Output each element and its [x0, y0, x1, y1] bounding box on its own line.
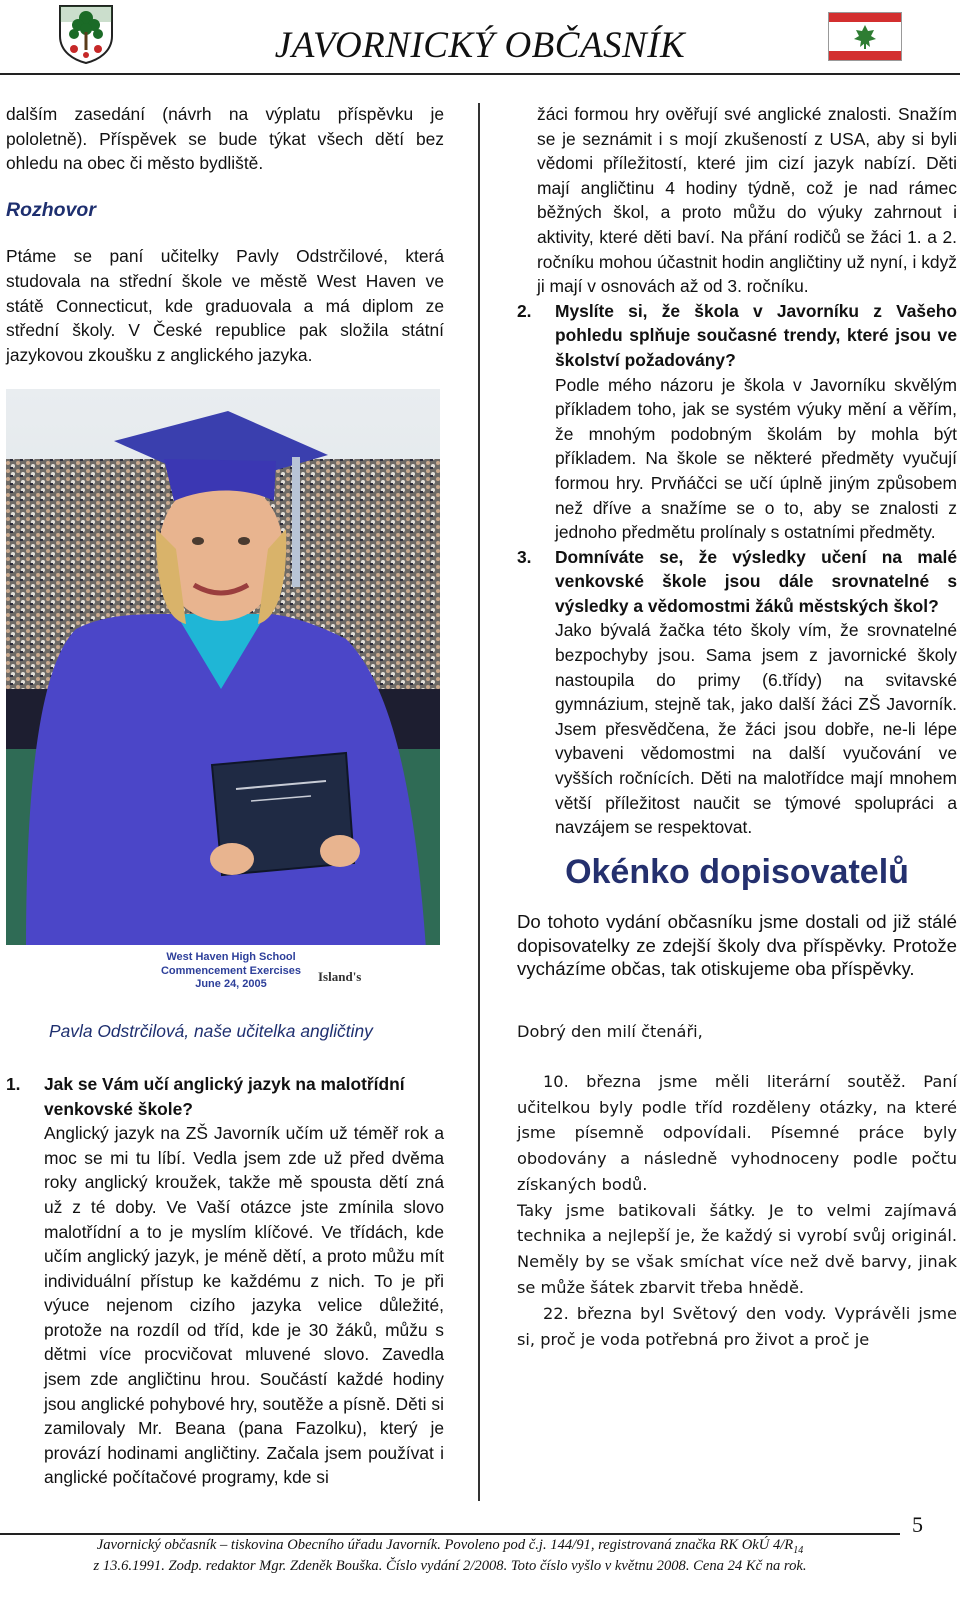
photo-text-event: Commencement Exercises [160, 964, 301, 977]
letter-greeting: Dobrý den milí čtenáři, [517, 1021, 703, 1041]
intro-paragraph: dalším zasedání (návrh na výplatu příspěvku je pololetně). Příspěvek se bude týkat všech dětí bez ohledu na obec či město bydliště. [6, 104, 444, 174]
footer-line-1 [0, 1537, 900, 1556]
municipal-crest-icon [56, 2, 116, 64]
footer-subscript: 14 [793, 1544, 804, 1556]
page-header [0, 0, 960, 75]
answer-3: Jako bývalá žačka této školy vím, že srovnatelné bezpochyby jsou. Sama jsem z javornické školy nastoupila do primy (6.třídy) na svitavské gymnázium, stejně tak, jako další žáci ZŠ Javorník. Jsem přesvědčena, že žáci jsou dobře, ne-li lépe vybaveni vědomostmi na další vyučování ve vyšších ročnících. Děti na malotřídce mají mnohem větší příležitost naučit se týmové spolupráci a navzájem se respektovat. [555, 620, 957, 838]
teacher-graduation-photo [6, 389, 440, 1009]
okenko-title: Okénko dopisovatelů [565, 852, 909, 891]
footer-rule [0, 1533, 900, 1535]
photo-caption: Pavla Odstrčilová, naše učitelka angličtiny [49, 1021, 373, 1042]
question-2-number: 2. [517, 300, 532, 321]
photo-caption-box [6, 945, 440, 1009]
answer-2: Podle mého názoru je škola v Javorníku skvělým příkladem toho, jak se systém výuky mění a věřím, že mnohým podobným školám by mohla být příkladem. Na škole se některé předměty vyučují formou hry. Prvňáčci se učí úplně jiným způsobem než dříve a snažíme se o to, aby se znalosti z jednoho předmětu prolínaly s ostatními předměty. [555, 374, 957, 543]
right-column [517, 102, 957, 1352]
interview-intro: Ptáme se paní učitelky Pavly Odstrčilové, která studovala na střední škole ve městě West Haven ve státě Connecticut, kde graduovala a má diplom ze střední školy. V České republice pak složila státní jazykovou zkoušku z anglického jazyka. [6, 246, 444, 365]
municipal-flag-icon [828, 12, 902, 61]
letter-paragraph-2: Taky jsme batikovali šátky. Je to velmi zajímavá technika a nejlepší je, že každý si vyrobí svůj originál. Neměly by se však smíchat více než dvě barvy, jinak se může šátek zbarvit třeba hnědě. [517, 1200, 957, 1298]
graduation-photo-illustration [6, 389, 440, 1009]
question-3-number: 3. [517, 546, 532, 567]
footer-line-1-text: Javornický občasník – tiskovina Obecního úřadu Javorník. Povoleno pod č.j. 144/91, registrovaná značka RK OkÚ 4/R [96, 1537, 794, 1553]
okenko-intro: Do tohoto vydání občasníku jsme dostali od již stálé dopisovatelky ze zdejší školy dva příspěvky. Protože vycházíme občas, tak otiskujeme oba příspěvky. [517, 911, 957, 980]
question-1 [6, 1072, 444, 1121]
section-title: Rozhovor [6, 198, 96, 221]
question-2-text: Myslíte si, že škola v Javorníku z Vašeho pohledu splňuje současné trendy, které jsou ve školství požadovány? [555, 300, 957, 370]
footer-line-2: z 13.6.1991. Zodp. redaktor Mgr. Zdeněk Bouška. Číslo vydání 2/2008. Toto číslo vyšlo v květnu 2008. Cena 24 Kč na rok. [93, 1558, 807, 1574]
question-1-text: Jak se Vám učí anglický jazyk na malotřídní venkovské škole? [44, 1073, 405, 1119]
masthead-title: JAVORNICKÝ OBČASNÍK [274, 25, 686, 66]
question-2 [517, 299, 957, 373]
column-divider [478, 103, 480, 1501]
photo-text-date: June 24, 2005 [195, 978, 267, 991]
question-3-text: Domníváte se, že výsledky učení na malé venkovské škole jsou dále srovnatelné s výsledky a vědomostmi žáků městských škol? [555, 546, 957, 616]
answer-1: Anglický jazyk na ZŠ Javorník učím už téměř rok a moc se mi tu líbí. Vedla jsem zde už před dvěma roky anglický kroužek, takže mě spousta dětí zná už z té doby. Ve Vaší otázce jste zmínila slovo malotřídní a to je myslím klíčové. Ve třídách, kde učím anglický jazyk, je méně dětí, a proto můžu mít individuální přístup ke každému z nich. To je při výuce nejenom cizího jazyka velice důležité, protože na rozdíl od tříd, kde je 30 žáků, můžu s dětmi více procvičovat mluvené slovo. Zavedla jsem zde angličtinu hrou. Součástí každé hodiny jsou anglické pohybové hry, soutěže a písně. Děti si zamilovaly Mr. Beana (pana Fazolku), který je provází hodinami angličtiny. Začala jsem používat i anglické počítačové programy, kde si [44, 1123, 444, 1488]
header-rule [0, 73, 960, 75]
answer-1-continued: žáci formou hry ověřují své anglické znalosti. Snažím se je seznámit i s mojí zkušeností z USA, aby si byli vědomi příležitostí, které jim cizí jazyk nabízí. Děti mají angličtinu 4 hodiny týdně, což je nad rámec běžných škol, a proto můžu do výuky zahrnout i aktivity, které děti baví. Na přání rodičů se žáci 1. a 2. ročníku mohou účastnit hodin angličtiny už nyní, i když ji mají v osnovách až od 3. ročníku. [537, 104, 957, 297]
left-column [6, 102, 444, 1490]
letter [517, 1019, 957, 1353]
question-3 [517, 545, 957, 619]
photo-studio-logo: Island's [318, 969, 362, 985]
letter-paragraph-3: 22. března byl Světový den vody. Vyprávěli jsme si, proč je voda potřebná pro život a proč je [517, 1303, 957, 1349]
photo-text-school: West Haven High School [166, 951, 296, 964]
page-number: 5 [912, 1512, 923, 1537]
question-1-number: 1. [6, 1073, 21, 1094]
letter-paragraph-1: 10. března jsme měli literární soutěž. Paní učitelkou byly podle tříd rozděleny otázky, na které jsme písemně odpovídali. Písemné práce byly obodovány a následně vyhodnoceny podle počtu získaných bodů. [517, 1071, 957, 1194]
